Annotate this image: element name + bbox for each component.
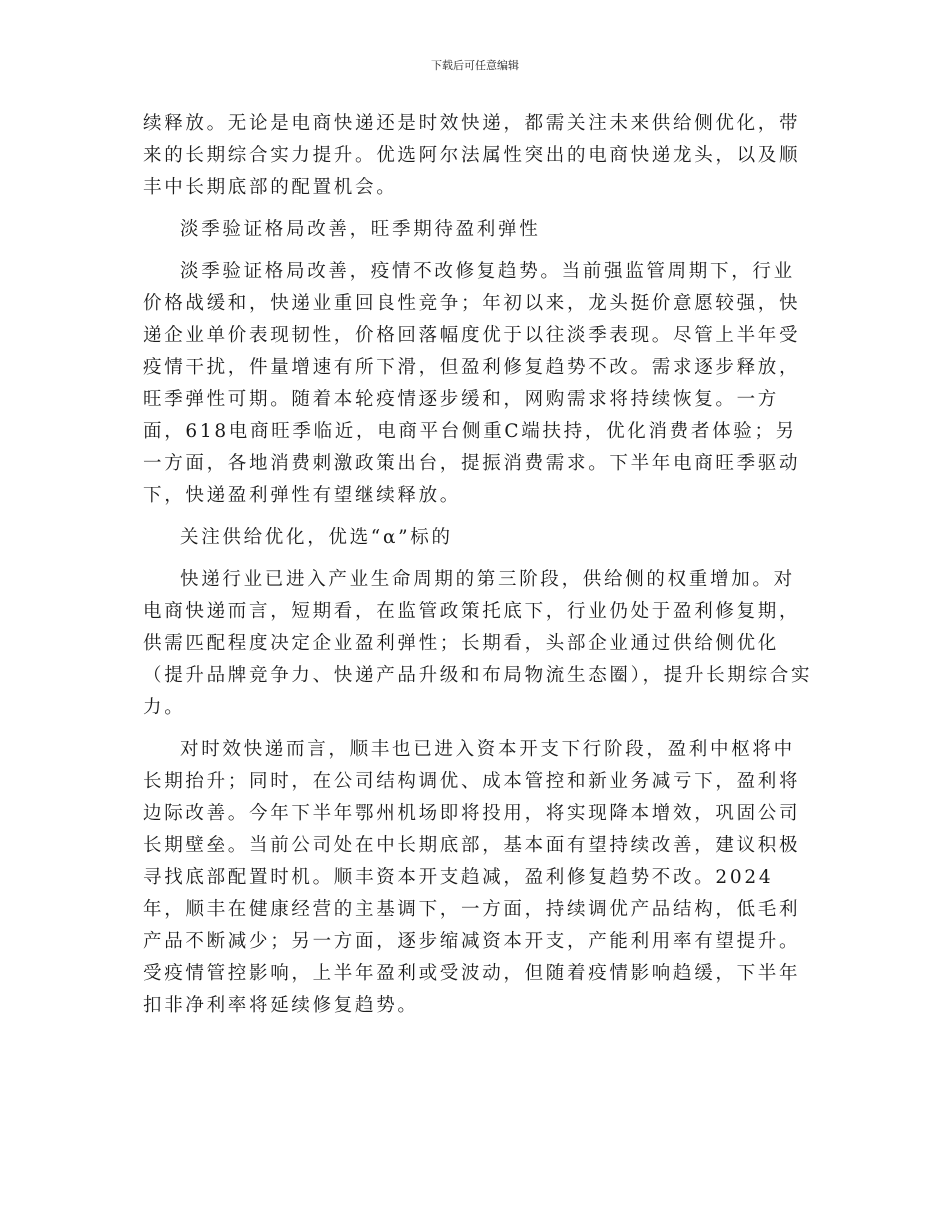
paragraph-off-season: 淡季验证格局改善，疫情不改修复趋势。当前强监管周期下，行业价格战缓和，快递业重回良性竞争；年初以来，龙头挺价意愿较强，快递企业单价表现韧性，价格回落幅度优于以往淡季表现。尽管上半年受疫情干扰，件量增速有所下滑，但盈利修复趋势不改。需求逐步释放，旺季弹性可期。随着本轮疫情逐步缓和，网购需求将持续恢复。一方面，618电商旺季临近，电商平台侧重C端扶持，优化消费者体验；另一方面，各地消费刺激政策出台，提振消费需求。下半年电商旺季驱动下，快递盈利弹性有望继续释放。 — [143, 261, 801, 506]
section-heading-supply: 关注供给优化，优选“α”标的 — [180, 527, 453, 548]
section-heading-off-season: 淡季验证格局改善，旺季期待盈利弹性 — [180, 219, 541, 240]
paragraph-time-express: 对时效快递而言，顺丰也已进入资本开支下行阶段，盈利中枢将中长期抬升；同时，在公司结构调优、成本管控和新业务减亏下，盈利将边际改善。今年下半年鄂州机场即将投用，将实现降本增效，巩固公司长期壁垒。当前公司处在中长期底部，基本面有望持续改善，建议积极寻找底部配置时机。顺丰资本开支趋减，盈利修复趋势不改。2024年，顺丰在健康经营的主基调下，一方面，持续调优产品结构，低毛利产品不断减少；另一方面，逐步缩减资本开支，产能利用率有望提升。受疫情管控影响，上半年盈利或受波动，但随着疫情影响趋缓，下半年扣非净利率将延续修复趋势。 — [143, 739, 801, 1016]
page-header: 下载后可任意编辑 — [431, 59, 519, 72]
paragraph-continuation: 续释放。无论是电商快递还是时效快递，都需关注未来供给侧优化，带来的长期综合实力提升。优选阿尔法属性突出的电商快递龙头，以及顺丰中长期底部的配置机会。 — [143, 113, 801, 198]
document-body — [143, 108, 813, 1032]
paragraph-supply: 快递行业已进入产业生命周期的第三阶段，供给侧的权重增加。对电商快递而言，短期看，在监管政策托底下，行业仍处于盈利修复期，供需匹配程度决定企业盈利弹性；长期看，头部企业通过供给侧优化（提升品牌竞争力、快递产品升级和布局物流生态圈），提升长期综合实力。 — [143, 569, 813, 718]
